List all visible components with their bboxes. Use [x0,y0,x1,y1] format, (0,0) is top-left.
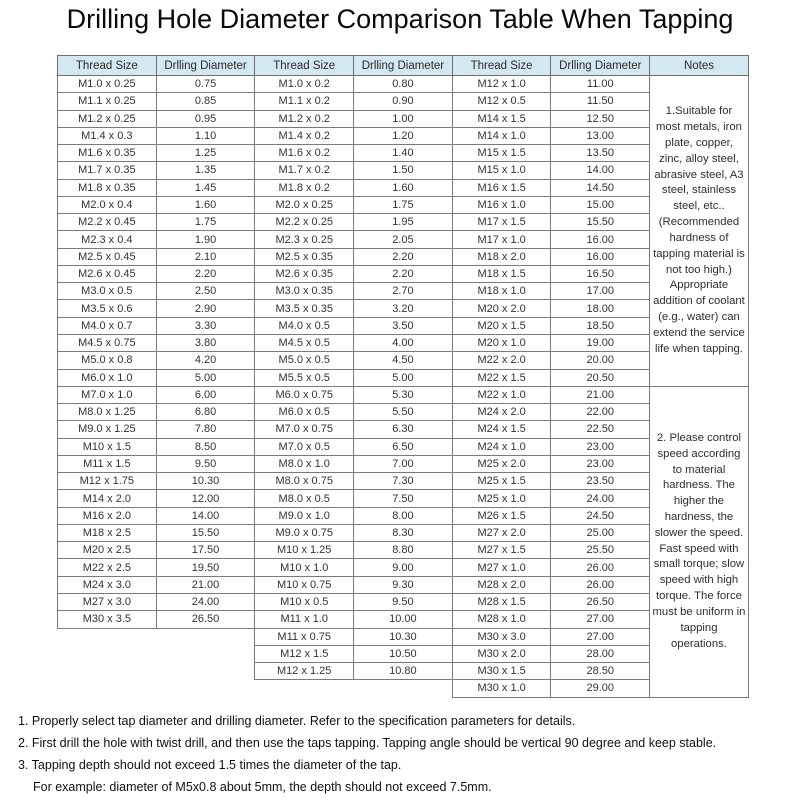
drilling-diameter-cell: 13.50 [551,145,650,162]
drilling-diameter-cell: 10.30 [354,628,453,645]
thread-size-cell: M1.6 x 0.35 [58,145,157,162]
drilling-diameter-cell: 1.75 [354,196,453,213]
drilling-diameter-cell: 10.80 [354,663,453,680]
drilling-diameter-cell: 3.50 [354,317,453,334]
drilling-diameter-cell: 7.50 [354,490,453,507]
drilling-diameter-column-header: Drlling Diameter [156,56,255,76]
drilling-diameter-cell: 15.50 [156,524,255,541]
drilling-diameter-cell: 14.00 [551,162,650,179]
thread-size-cell: M15 x 1.5 [452,145,551,162]
thread-size-cell: M10 x 1.25 [255,542,354,559]
drilling-diameter-cell: 16.00 [551,248,650,265]
thread-size-cell: M25 x 1.5 [452,473,551,490]
drilling-diameter-cell: 24.00 [551,490,650,507]
footer-note-2: 2. First drill the hole with twist drill, and then use the taps tapping. Tapping angle should be vertical 90 degree and keep stable. [18,736,717,750]
thread-size-cell: M10 x 0.5 [255,593,354,610]
empty-cell [255,680,354,697]
thread-size-cell: M10 x 1.0 [255,559,354,576]
thread-size-cell: M1.1 x 0.25 [58,93,157,110]
thread-size-cell: M15 x 1.0 [452,162,551,179]
thread-size-cell: M10 x 1.5 [58,438,157,455]
drilling-diameter-cell: 1.50 [354,162,453,179]
drilling-diameter-cell: 21.00 [156,576,255,593]
drilling-diameter-cell: 4.20 [156,352,255,369]
table-row [58,645,749,662]
drilling-diameter-cell: 18.50 [551,317,650,334]
drilling-diameter-cell: 6.30 [354,421,453,438]
table-row [58,317,749,334]
empty-cell [354,680,453,697]
drilling-diameter-cell: 8.80 [354,542,453,559]
thread-size-cell: M7.0 x 0.5 [255,438,354,455]
drilling-diameter-cell: 2.20 [156,265,255,282]
thread-size-cell: M2.2 x 0.25 [255,214,354,231]
drilling-diameter-cell: 1.95 [354,214,453,231]
drilling-diameter-cell: 12.50 [551,110,650,127]
drilling-diameter-cell: 16.50 [551,265,650,282]
empty-cell [156,663,255,680]
notes-cell-1: 1.Suitable for most metals, iron plate, copper, zinc, alloy steel, abrasive steel, A3 steel, stainless steel, etc..(Recommended hardness of tapping material is not too high.) Appropriate addition of coolant (e.g., water) can extend the service life when tapping. [650,76,749,387]
thread-size-cell: M5.5 x 0.5 [255,369,354,386]
drilling-diameter-cell: 26.00 [551,559,650,576]
drilling-diameter-cell: 1.25 [156,145,255,162]
drilling-diameter-cell: 17.50 [156,542,255,559]
table-row [58,593,749,610]
drilling-diameter-cell: 13.00 [551,127,650,144]
drilling-diameter-cell: 20.50 [551,369,650,386]
thread-size-cell: M18 x 1.5 [452,265,551,282]
drilling-diameter-cell: 23.50 [551,473,650,490]
thread-size-cell: M14 x 1.5 [452,110,551,127]
thread-size-cell: M3.0 x 0.5 [58,283,157,300]
thread-size-cell: M2.3 x 0.25 [255,231,354,248]
thread-size-cell: M1.7 x 0.2 [255,162,354,179]
drilling-diameter-cell: 3.80 [156,334,255,351]
footer-note-1: 1. Properly select tap diameter and drilling diameter. Refer to the specification parameters for details. [18,714,576,728]
drilling-diameter-cell: 1.45 [156,179,255,196]
drilling-diameter-cell: 9.50 [156,455,255,472]
thread-size-cell: M20 x 2.0 [452,300,551,317]
thread-size-cell: M20 x 1.5 [452,317,551,334]
drilling-diameter-cell: 5.00 [354,369,453,386]
thread-size-cell: M27 x 1.0 [452,559,551,576]
drilling-diameter-cell: 12.00 [156,490,255,507]
table-row [58,542,749,559]
drilling-diameter-cell: 23.00 [551,438,650,455]
thread-size-cell: M14 x 2.0 [58,490,157,507]
thread-size-cell: M9.0 x 1.25 [58,421,157,438]
thread-size-cell: M22 x 1.0 [452,386,551,403]
drilling-diameter-cell: 8.00 [354,507,453,524]
thread-size-cell: M25 x 1.0 [452,490,551,507]
drilling-diameter-cell: 11.50 [551,93,650,110]
thread-size-cell: M1.0 x 0.25 [58,76,157,93]
drilling-diameter-cell: 10.30 [156,473,255,490]
thread-size-cell: M30 x 1.5 [452,663,551,680]
thread-size-cell: M4.0 x 0.7 [58,317,157,334]
table-row [58,524,749,541]
thread-size-cell: M9.0 x 1.0 [255,507,354,524]
drilling-diameter-cell: 0.95 [156,110,255,127]
thread-size-cell: M12 x 1.75 [58,473,157,490]
thread-size-cell: M20 x 2.5 [58,542,157,559]
table-row [58,663,749,680]
drilling-diameter-cell: 7.80 [156,421,255,438]
drilling-diameter-cell: 18.00 [551,300,650,317]
drilling-comparison-table [57,55,749,698]
thread-size-cell: M27 x 3.0 [58,593,157,610]
drilling-diameter-cell: 4.50 [354,352,453,369]
drilling-diameter-cell: 1.35 [156,162,255,179]
empty-cell [58,680,157,697]
thread-size-cell: M30 x 2.0 [452,645,551,662]
thread-size-cell: M18 x 1.0 [452,283,551,300]
empty-cell [58,663,157,680]
thread-size-cell: M1.2 x 0.25 [58,110,157,127]
drilling-diameter-cell: 27.00 [551,611,650,628]
table-row [58,404,749,421]
thread-size-cell: M6.0 x 0.5 [255,404,354,421]
thread-size-cell: M2.3 x 0.4 [58,231,157,248]
drilling-diameter-cell: 6.00 [156,386,255,403]
thread-size-cell: M11 x 1.0 [255,611,354,628]
drilling-diameter-cell: 27.00 [551,628,650,645]
thread-size-cell: M18 x 2.5 [58,524,157,541]
drilling-diameter-cell: 2.20 [354,265,453,282]
drilling-diameter-cell: 0.85 [156,93,255,110]
thread-size-cell: M24 x 3.0 [58,576,157,593]
thread-size-cell: M12 x 1.25 [255,663,354,680]
empty-cell [156,645,255,662]
table-row [58,231,749,248]
drilling-diameter-cell: 9.50 [354,593,453,610]
drilling-diameter-cell: 5.30 [354,386,453,403]
thread-size-cell: M2.5 x 0.35 [255,248,354,265]
thread-size-cell: M28 x 1.0 [452,611,551,628]
thread-size-cell: M7.0 x 1.0 [58,386,157,403]
thread-size-cell: M12 x 0.5 [452,93,551,110]
drilling-diameter-cell: 1.40 [354,145,453,162]
thread-size-cell: M22 x 2.0 [452,352,551,369]
table-row [58,145,749,162]
drilling-diameter-cell: 10.50 [354,645,453,662]
drilling-diameter-cell: 1.60 [354,179,453,196]
thread-size-cell: M26 x 1.5 [452,507,551,524]
drilling-diameter-cell: 8.30 [354,524,453,541]
drilling-diameter-cell: 9.30 [354,576,453,593]
drilling-diameter-cell: 0.90 [354,93,453,110]
table-row [58,680,749,697]
thread-size-cell: M8.0 x 1.0 [255,455,354,472]
drilling-diameter-column-header: Drlling Diameter [354,56,453,76]
thread-size-cell: M25 x 2.0 [452,455,551,472]
drilling-diameter-cell: 24.00 [156,593,255,610]
table-row [58,352,749,369]
drilling-diameter-cell: 15.00 [551,196,650,213]
drilling-diameter-cell: 22.00 [551,404,650,421]
empty-cell [58,628,157,645]
drilling-diameter-cell: 25.50 [551,542,650,559]
thread-size-cell: M18 x 2.0 [452,248,551,265]
thread-size-cell: M2.0 x 0.4 [58,196,157,213]
drilling-diameter-cell: 17.00 [551,283,650,300]
thread-size-cell: M8.0 x 0.75 [255,473,354,490]
thread-size-cell: M5.0 x 0.8 [58,352,157,369]
thread-size-cell: M22 x 2.5 [58,559,157,576]
thread-size-cell: M8.0 x 1.25 [58,404,157,421]
drilling-diameter-cell: 6.50 [354,438,453,455]
drilling-diameter-cell: 1.00 [354,110,453,127]
drilling-diameter-cell: 7.30 [354,473,453,490]
thread-size-column-header: Thread Size [255,56,354,76]
thread-size-cell: M1.4 x 0.3 [58,127,157,144]
table-row [58,110,749,127]
footer-note-3: 3. Tapping depth should not exceed 1.5 times the diameter of the tap. [18,758,402,772]
thread-size-cell: M10 x 0.75 [255,576,354,593]
footer-notes [18,710,788,798]
drilling-diameter-cell: 5.00 [156,369,255,386]
table-header [58,56,749,76]
thread-size-cell: M11 x 0.75 [255,628,354,645]
drilling-diameter-cell: 2.70 [354,283,453,300]
drilling-diameter-cell: 9.00 [354,559,453,576]
thread-size-cell: M30 x 3.5 [58,611,157,628]
drilling-diameter-cell: 1.90 [156,231,255,248]
thread-size-cell: M1.4 x 0.2 [255,127,354,144]
empty-cell [58,645,157,662]
thread-size-cell: M28 x 1.5 [452,593,551,610]
drilling-diameter-cell: 1.20 [354,127,453,144]
drilling-diameter-cell: 0.80 [354,76,453,93]
drilling-diameter-cell: 29.00 [551,680,650,697]
table-row [58,334,749,351]
drilling-diameter-cell: 6.80 [156,404,255,421]
table-row [58,611,749,628]
drilling-diameter-cell: 19.50 [156,559,255,576]
drilling-diameter-cell: 25.00 [551,524,650,541]
drilling-diameter-cell: 20.00 [551,352,650,369]
thread-size-cell: M8.0 x 0.5 [255,490,354,507]
table-row [58,421,749,438]
table-row [58,214,749,231]
thread-size-column-header: Thread Size [58,56,157,76]
drilling-diameter-cell: 11.00 [551,76,650,93]
thread-size-cell: M3.5 x 0.6 [58,300,157,317]
drilling-diameter-cell: 0.75 [156,76,255,93]
table-row [58,162,749,179]
thread-size-cell: M1.8 x 0.2 [255,179,354,196]
drilling-diameter-cell: 2.90 [156,300,255,317]
drilling-diameter-cell: 16.00 [551,231,650,248]
drilling-diameter-cell: 2.05 [354,231,453,248]
thread-size-cell: M22 x 1.5 [452,369,551,386]
drilling-diameter-cell: 2.10 [156,248,255,265]
thread-size-cell: M16 x 2.0 [58,507,157,524]
table-row [58,576,749,593]
thread-size-cell: M9.0 x 0.75 [255,524,354,541]
drilling-diameter-cell: 1.75 [156,214,255,231]
thread-size-cell: M24 x 1.5 [452,421,551,438]
drilling-diameter-cell: 5.50 [354,404,453,421]
drilling-diameter-cell: 22.50 [551,421,650,438]
empty-cell [156,628,255,645]
thread-size-cell: M30 x 3.0 [452,628,551,645]
drilling-diameter-cell: 8.50 [156,438,255,455]
thread-size-cell: M1.2 x 0.2 [255,110,354,127]
thread-size-column-header: Thread Size [452,56,551,76]
notes-column-header: Notes [650,56,749,76]
table-row [58,179,749,196]
thread-size-cell: M5.0 x 0.5 [255,352,354,369]
table-row [58,265,749,282]
drilling-diameter-cell: 14.50 [551,179,650,196]
thread-size-cell: M3.5 x 0.35 [255,300,354,317]
table-row [58,248,749,265]
table-row [58,196,749,213]
table-row [58,473,749,490]
thread-size-cell: M20 x 1.0 [452,334,551,351]
thread-size-cell: M16 x 1.5 [452,179,551,196]
thread-size-cell: M12 x 1.5 [255,645,354,662]
drilling-diameter-cell: 26.00 [551,576,650,593]
thread-size-cell: M24 x 2.0 [452,404,551,421]
table-row [58,93,749,110]
drilling-diameter-cell: 14.00 [156,507,255,524]
drilling-diameter-cell: 26.50 [156,611,255,628]
drilling-diameter-cell: 2.50 [156,283,255,300]
drilling-diameter-cell: 2.20 [354,248,453,265]
table-row [58,76,749,93]
drilling-diameter-cell: 4.00 [354,334,453,351]
thread-size-cell: M2.5 x 0.45 [58,248,157,265]
table-row [58,455,749,472]
empty-cell [156,680,255,697]
thread-size-cell: M11 x 1.5 [58,455,157,472]
table-row [58,369,749,386]
table-body [58,76,749,698]
table-row [58,438,749,455]
drilling-diameter-cell: 1.60 [156,196,255,213]
thread-size-cell: M27 x 2.0 [452,524,551,541]
thread-size-cell: M17 x 1.0 [452,231,551,248]
drilling-diameter-cell: 28.00 [551,645,650,662]
thread-size-cell: M7.0 x 0.75 [255,421,354,438]
thread-size-cell: M28 x 2.0 [452,576,551,593]
table-row [58,386,749,403]
thread-size-cell: M24 x 1.0 [452,438,551,455]
drilling-diameter-cell: 15.50 [551,214,650,231]
thread-size-cell: M1.0 x 0.2 [255,76,354,93]
thread-size-cell: M1.1 x 0.2 [255,93,354,110]
thread-size-cell: M1.7 x 0.35 [58,162,157,179]
thread-size-cell: M17 x 1.5 [452,214,551,231]
table-row [58,559,749,576]
thread-size-cell: M4.0 x 0.5 [255,317,354,334]
thread-size-cell: M2.6 x 0.35 [255,265,354,282]
header-row [58,56,749,76]
drilling-diameter-cell: 7.00 [354,455,453,472]
thread-size-cell: M4.5 x 0.5 [255,334,354,351]
thread-size-cell: M2.2 x 0.45 [58,214,157,231]
drilling-diameter-cell: 24.50 [551,507,650,524]
drilling-diameter-cell: 3.30 [156,317,255,334]
thread-size-cell: M6.0 x 1.0 [58,369,157,386]
thread-size-cell: M27 x 1.5 [452,542,551,559]
thread-size-cell: M1.8 x 0.35 [58,179,157,196]
table-row [58,507,749,524]
thread-size-cell: M30 x 1.0 [452,680,551,697]
drilling-diameter-cell: 21.00 [551,386,650,403]
drilling-diameter-column-header: Drlling Diameter [551,56,650,76]
thread-size-cell: M2.6 x 0.45 [58,265,157,282]
drilling-diameter-cell: 28.50 [551,663,650,680]
table-row [58,300,749,317]
footer-note-4-example: For example: diameter of M5x0.8 about 5mm, the depth should not exceed 7.5mm. [33,780,492,794]
table-row [58,283,749,300]
thread-size-cell: M12 x 1.0 [452,76,551,93]
thread-size-cell: M1.6 x 0.2 [255,145,354,162]
drilling-diameter-cell: 10.00 [354,611,453,628]
table-row [58,127,749,144]
drilling-diameter-cell: 26.50 [551,593,650,610]
table-row [58,490,749,507]
notes-cell-2: 2. Please control speed according to material hardness. The higher the hardness, the slower the speed. Fast speed with small torque; slow speed with high torque. The force must be uniform in tapping operations. [650,386,749,697]
drilling-diameter-cell: 23.00 [551,455,650,472]
page-title: Drilling Hole Diameter Comparison Table When Tapping [66,4,734,34]
thread-size-cell: M6.0 x 0.75 [255,386,354,403]
thread-size-cell: M3.0 x 0.35 [255,283,354,300]
drilling-diameter-cell: 1.10 [156,127,255,144]
drilling-diameter-cell: 3.20 [354,300,453,317]
thread-size-cell: M16 x 1.0 [452,196,551,213]
thread-size-cell: M14 x 1.0 [452,127,551,144]
thread-size-cell: M2.0 x 0.25 [255,196,354,213]
drilling-diameter-cell: 19.00 [551,334,650,351]
thread-size-cell: M4.5 x 0.75 [58,334,157,351]
table-row [58,628,749,645]
